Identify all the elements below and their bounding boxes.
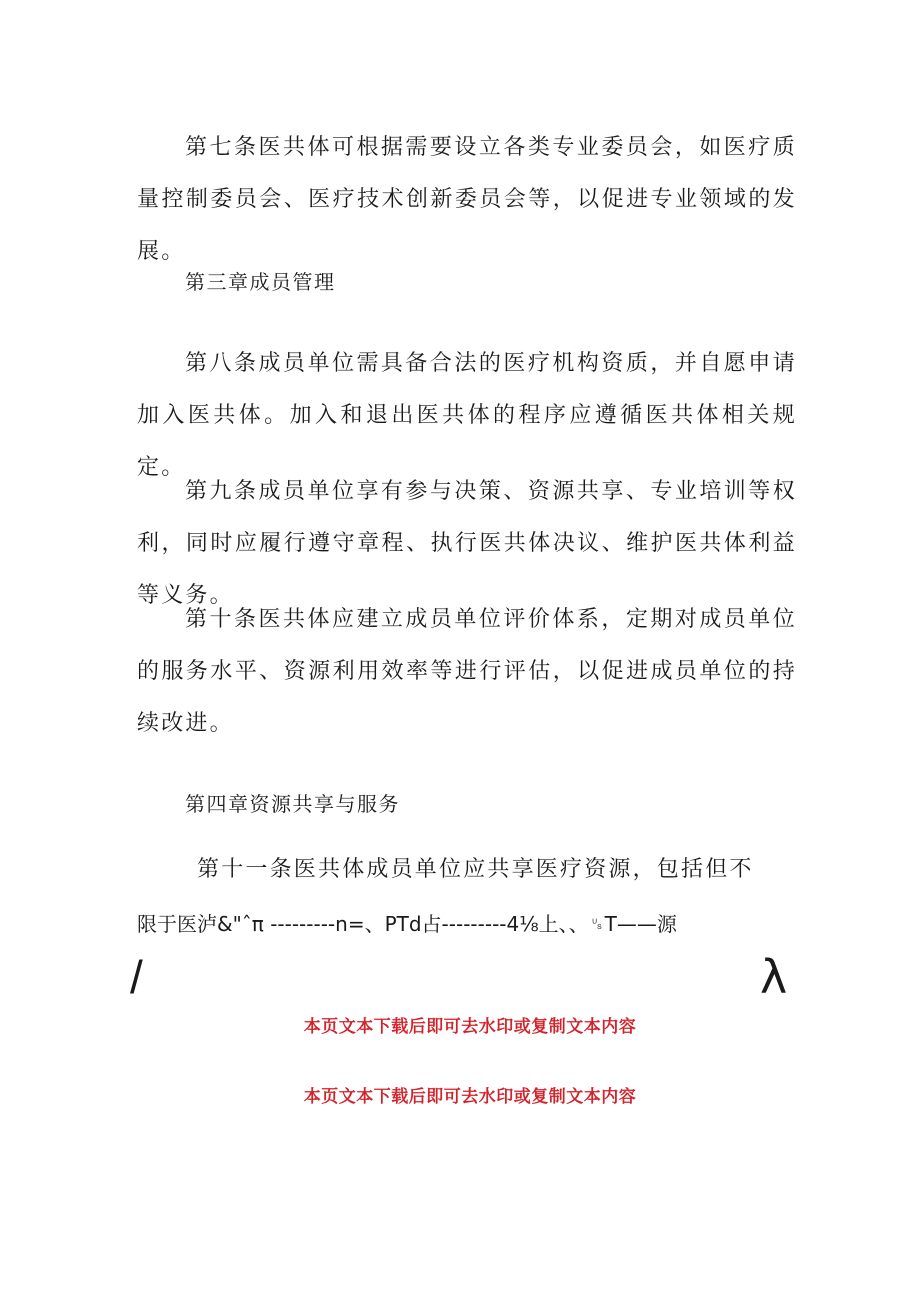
article-8: 第八条成员单位需具备合法的医疗机构资质，并自愿申请加入医共体。加入和退出医共体的程序应遵循医共体相关规定。 — [137, 351, 797, 480]
watermark-notice-2: 本页文本下载后即可去水印或复制文本内容 — [303, 1087, 637, 1107]
article-11-garbled-line: 限于医泸&"ˆπ ---------n=、PTd占---------4⅛上、、␟T——源 — [137, 912, 677, 936]
chapter-4-heading: 第四章资源共享与服务 — [185, 792, 400, 816]
chapter-3-heading: 第三章成员管理 — [185, 270, 336, 294]
article-11-lead: 第十一条医共体成员单位应共享医疗资源，包括但不 — [197, 857, 754, 882]
article-10: 第十条医共体应建立成员单位评价体系，定期对成员单位的服务水平、资源利用效率等进行评估，以促进成员单位的持续改进。 — [137, 607, 797, 736]
lambda-glyph: λ — [760, 950, 788, 1004]
article-7: 第七条医共体可根据需要设立各类专业委员会，如医疗质量控制委员会、医疗技术创新委员会等，以促进专业领域的发展。 — [137, 135, 797, 264]
watermark-notice-1: 本页文本下载后即可去水印或复制文本内容 — [303, 1017, 637, 1037]
article-9: 第九条成员单位享有参与决策、资源共享、专业培训等权利，同时应履行遵守章程、执行医共体决议、维护医共体利益等义务。 — [137, 479, 797, 608]
slash-glyph: / — [130, 951, 143, 1003]
